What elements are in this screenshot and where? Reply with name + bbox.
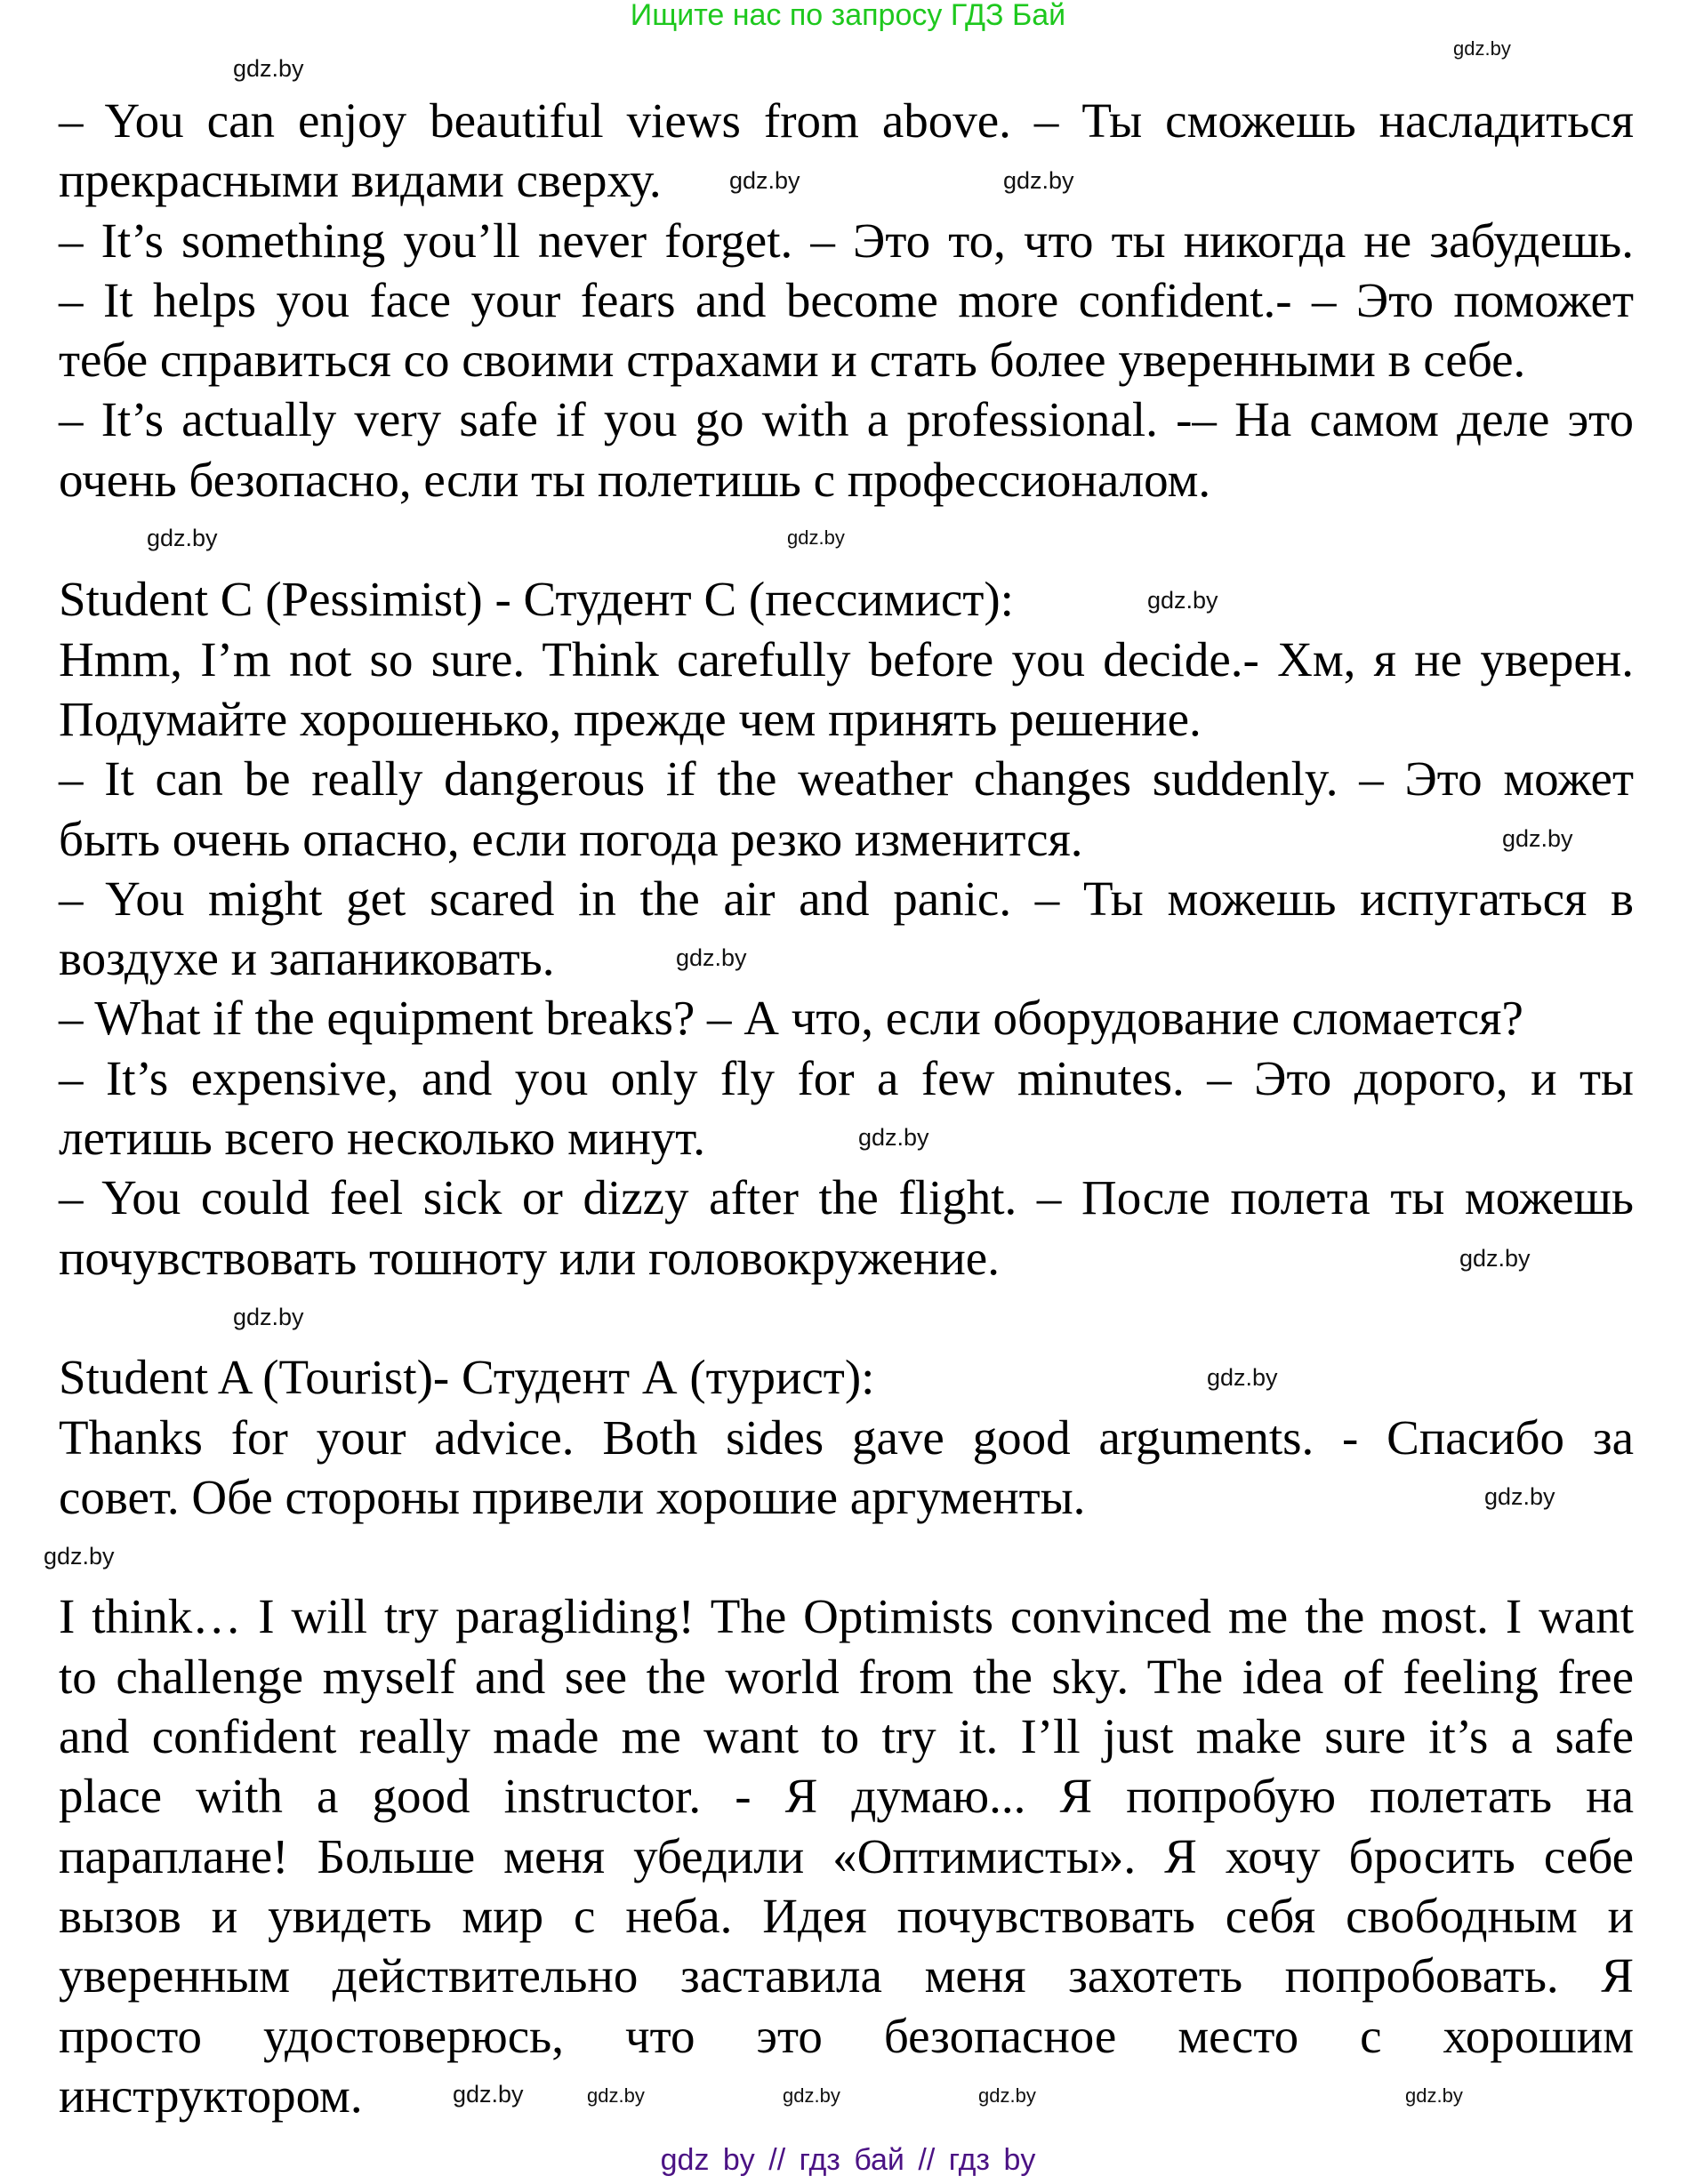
watermark: gdz.by — [1147, 587, 1218, 614]
text-line: просто удостоверюсь, что это безопасное место с хорошим — [59, 2008, 1634, 2063]
watermark: gdz.by — [233, 55, 304, 82]
watermark: gdz.by — [787, 526, 845, 549]
watermark: gdz.by — [453, 2081, 524, 2108]
watermark: gdz.by — [44, 1543, 115, 1570]
watermark: gdz.by — [147, 525, 218, 551]
watermark: gdz.by — [729, 167, 800, 194]
text-line: уверенным действительно заставила меня захотеть попробовать. Я — [59, 1948, 1634, 2003]
text-line: – It helps you face your fears and become more confident.- – Это поможет — [59, 272, 1634, 327]
text-line: почувствовать тошноту или головокружение. — [59, 1230, 1000, 1285]
watermark: gdz.by — [858, 1124, 929, 1151]
watermark: gdz.by — [1003, 167, 1074, 194]
blank-line — [59, 1288, 60, 1347]
text-line: вызов и увидеть мир с неба. Идея почувствовать себя свободным и — [59, 1888, 1634, 1943]
text-line: – You might get scared in the air and panic. – Ты можешь испугаться в — [59, 871, 1634, 926]
watermark: gdz.by — [1453, 37, 1511, 60]
footer-links: gdz by // гдз бай // гдз by — [660, 2143, 1036, 2177]
text-line: Student A (Tourist)- Студент А (турист): — [59, 1350, 875, 1405]
text-line: очень безопасно, если ты полетишь с профессионалом. — [59, 452, 1211, 507]
document-body — [59, 91, 1634, 2125]
text-line: to challenge myself and see the world from the sky. The idea of feeling free — [59, 1649, 1634, 1704]
text-line: Hmm, I’m not so sure. Think carefully before you decide.- Хм, я не уверен. — [59, 631, 1634, 687]
text-line: летишь всего несколько минут. — [59, 1111, 705, 1166]
watermark: gdz.by — [1207, 1364, 1278, 1391]
text-line: – What if the equipment breaks? – А что, если оборудование сломается? — [59, 991, 1523, 1046]
text-line: – It’s something you’ll never forget. – Это то, что ты никогда не забудешь. — [59, 213, 1634, 268]
watermark: gdz.by — [587, 2084, 645, 2107]
watermark: gdz.by — [1502, 825, 1573, 852]
text-line: Подумайте хорошенько, прежде чем принять решение. — [59, 691, 1202, 746]
watermark: gdz.by — [1484, 1483, 1555, 1510]
text-line: параплане! Больше меня убедили «Оптимисты». Я хочу бросить себе — [59, 1828, 1634, 1883]
watermark: gdz.by — [1459, 1245, 1531, 1272]
text-line: прекрасными видами сверху. — [59, 153, 662, 208]
text-line: and confident really made me want to try it. I’ll just make sure it’s a safe — [59, 1709, 1634, 1764]
watermark: gdz.by — [233, 1304, 304, 1330]
text-line: – You could feel sick or dizzy after the flight. – После полета ты можешь — [59, 1170, 1634, 1225]
text-line: place with a good instructor. - Я думаю... Я попробую полетать на — [59, 1769, 1634, 1824]
text-line: инструктором. — [59, 2068, 363, 2123]
text-line: – It’s expensive, and you only fly for a few minutes. – Это дорого, и ты — [59, 1050, 1634, 1105]
text-line: – It’s actually very safe if you go with a professional. -– На самом деле это — [59, 392, 1634, 447]
search-banner: Ищите нас по запросу ГДЗ Бай — [630, 0, 1066, 32]
text-line: – It can be really dangerous if the weather changes suddenly. – Это может — [59, 751, 1634, 807]
text-line: тебе справиться со своими страхами и стать более уверенными в себе. — [59, 333, 1526, 388]
text-line: Thanks for your advice. Both sides gave good arguments. - Спасибо за — [59, 1409, 1634, 1465]
text-line: быть очень опасно, если погода резко изменится. — [59, 811, 1083, 866]
watermark: gdz.by — [1405, 2084, 1463, 2107]
blank-line — [59, 510, 60, 569]
watermark: gdz.by — [783, 2084, 840, 2107]
text-line: I think… I will try paragliding! The Optimists convinced me the most. I want — [59, 1589, 1634, 1644]
text-line: совет. Обе стороны привели хорошие аргументы. — [59, 1469, 1086, 1524]
watermark: gdz.by — [676, 944, 747, 971]
text-line: Student C (Pessimist) - Студент С (пессимист): — [59, 572, 1014, 627]
watermark: gdz.by — [978, 2084, 1036, 2107]
text-line: воздухе и запаниковать. — [59, 931, 555, 986]
text-line: – You can enjoy beautiful views from above. – Ты сможешь насладиться — [59, 93, 1634, 148]
